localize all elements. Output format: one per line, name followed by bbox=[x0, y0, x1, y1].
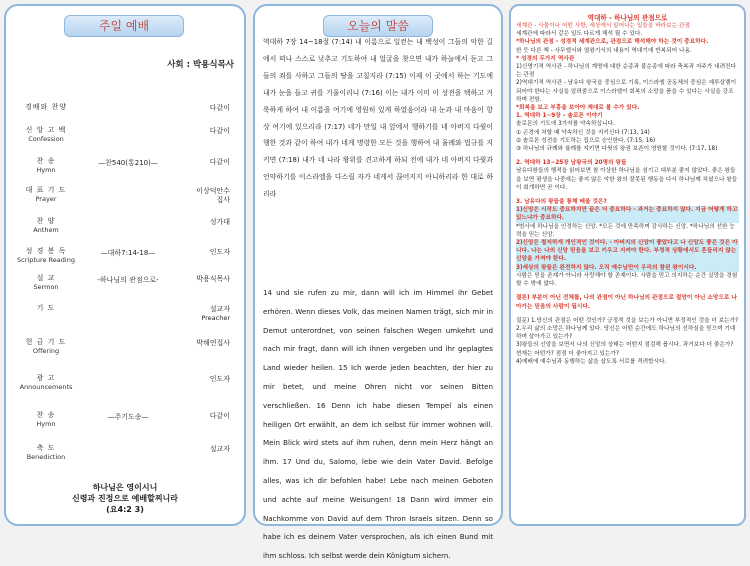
order-item-leader bbox=[196, 339, 230, 348]
order-item-leader bbox=[210, 218, 230, 227]
note-line: 2)역대기적 역사관 - 남유다 왕국을 중심으로 기록, 이스라엘 공동체의 중심은 예루살렘이 되어야 한다는 사실을 알려줌으로 이스라엘이 회복의 소망을 품을 수 있다는 사실을 강조하며 전함. bbox=[516, 80, 737, 103]
footer-line: 하나님은 영이시니 bbox=[92, 483, 158, 492]
order-item-leader bbox=[210, 127, 230, 136]
note-line: 2.우리 삶의 소망은 하나님께 있다. 당신은 어떤 순간에도 하나님의 선하심을 믿으며 기대하며 살아가고 있는가? bbox=[516, 325, 736, 341]
note-line: 1. 역대하 1~9장 – 솔로몬 이야기 bbox=[516, 113, 603, 120]
order-item-title bbox=[12, 186, 80, 204]
leader-name: 다같이 bbox=[209, 127, 230, 135]
order-item-title bbox=[12, 126, 80, 144]
order-item-english: Confession bbox=[28, 135, 64, 143]
note-line: 솔로몬의 기도에 3가지를 약속하십니다. bbox=[516, 121, 615, 128]
footer-line: 신령과 진정으로 예배할찌니라 bbox=[71, 494, 179, 503]
scripture-banner: 오늘의 말씀 bbox=[323, 15, 433, 37]
note-line: 3)세상의 왕들은 완전하지 않다. 오직 예수님만이 우리의 참된 왕이시다. bbox=[516, 264, 739, 272]
order-item-title bbox=[12, 274, 80, 292]
order-item-english: Sermon bbox=[33, 283, 59, 291]
order-item-leader bbox=[210, 158, 230, 167]
order-item-korean: 찬 양 bbox=[36, 217, 56, 225]
order-item-leader bbox=[196, 275, 230, 284]
worship-banner: 주일 예배 bbox=[64, 15, 184, 37]
order-item-detail: -하나님의 관점으로- bbox=[97, 276, 159, 284]
leader-name: 인도자 bbox=[209, 248, 230, 256]
order-item-english: Scripture Reading bbox=[17, 256, 75, 264]
order-item-title bbox=[12, 157, 80, 175]
order-item-english: Hymn bbox=[36, 420, 56, 428]
note-line: 3)왕들의 신앙을 보면서 나의 신앙의 상태는 어떤지 점검해 봅시다. 과거보다 더 좋은가? 현재는 어떤가? 점점 더 좋아지고 있는가? bbox=[516, 342, 734, 357]
note-line: *하나님의 관점 - 성경적 세계관으로, 관점으로 해석해야 하는 것이 중요하다. bbox=[516, 39, 709, 46]
note-line: ② 솔로몬 성전을 기도하는 집으로 승인한다. (7:15, 16) bbox=[516, 137, 656, 144]
note-line: 1)신명기적 역사관 - 하나님의 계명에 대한 순종과 불순종에 따라 축복과 저주가 내려진다는 관점 bbox=[516, 64, 737, 79]
order-item-english: Announcements bbox=[19, 383, 73, 391]
order-item-korean: 광 고 bbox=[36, 374, 56, 382]
leader-name: 다같이 bbox=[209, 158, 230, 166]
order-item-leader bbox=[196, 187, 230, 205]
order-item-detail: —찬540(통210)— bbox=[98, 159, 158, 167]
worship-order-panel bbox=[4, 4, 246, 526]
note-line: *범사에 하나님을 인정하는 신앙. *모든 것에 만족하며 감사하는 신앙. *하나님의 선한 능력을 믿는 신앙. bbox=[516, 223, 735, 238]
order-item-korean: 찬 송 bbox=[36, 411, 56, 419]
order-item-detail: —주기도송— bbox=[107, 413, 149, 421]
leader-name: 다같이 bbox=[209, 412, 230, 420]
leader-name: Preacher bbox=[201, 314, 230, 322]
scripture-korean: 역대하 7장 14~18절 (7:14) 내 이름으로 일컫는 내 백성이 그들의 악한 길에서 떠나 스스로 낮추고 기도하여 내 얼굴을 찾으면 내가 하늘에서 듣고 그들의 죄를 사하고 그들의 땅을 고칠지라 (7:15) 이제 이 곳에서 하는 기도에 내가 눈을 들고 귀를 기울이리니 (7:16) 이는 내가 이미 이 성전을 택하고 거룩하게 하여 내 이름을 여기에 영원히 있게 하였음이라 내 눈과 내 마음이 항상 여기에 있으리라 (7:17) 네가 만일 내 앞에서 행하기를 네 아버지 다윗이 행한 것과 같이 하여 내가 네게 명령한 모든 것을 행하여 내 율례와 법규를 지키면 (7:18) 내가 네 나라 왕위를 견고하게 하되 전에 내가 네 아버지 다윗과 언약하기를 이스라엘을 다스릴 자가 네게서 끊어지지 아니하리라 한 대로 하리라 bbox=[263, 38, 493, 199]
presider-label: 사회 : 박용식목사 bbox=[167, 60, 234, 70]
note-line: 1)신앙은 시작도 중요하지만 끝은 더 중요하다 - 과거는 중요하지 않다. 지금 어떻게 하고 있느냐가 중요하다. bbox=[516, 207, 738, 222]
order-item-korean: 축 도 bbox=[36, 444, 56, 452]
note-line: 남유다왕들의 행적을 읽어보면 참 이상한 하나님을 섬기고 대부분 좋지 않았다. 좋은 왕들을 보면 평생을 나중에는 좋지 않은 악한 왕의 잘못된 행동을 다시 하나님께 치셨으나 왕들이 회개하면 곧 이다. bbox=[516, 168, 738, 191]
order-item-title bbox=[12, 304, 80, 313]
order-item-title bbox=[12, 217, 80, 235]
leader-name: 다같이 bbox=[209, 104, 230, 112]
order-item-title bbox=[12, 338, 80, 356]
order-item-korean: 성 경 봉 독 bbox=[25, 247, 67, 255]
note-line: 2. 역대하 13~25장 남왕국의 20명의 왕들 bbox=[516, 160, 627, 167]
order-item-leader bbox=[210, 248, 230, 257]
footer-verse bbox=[6, 482, 244, 515]
note-line: 4)예배에 예수님과 동행하는 삶을 살도록 서로를 격려합시다. bbox=[516, 358, 667, 365]
note-line: 2)신앙은 철저하게 개인적인 것이다. - 아버지의 신앙이 좋았다고 나 신앙도 좋은 것은 아니다. 나는 나의 신앙 믿음을 보고 키우고 지켜야 한다. 부정적 상황에서도 흔들리지 않는 신앙을 가져야 한다. bbox=[516, 240, 738, 263]
order-item-title bbox=[12, 374, 80, 392]
leader-name: 박용식목사 bbox=[196, 275, 230, 283]
order-item-korean: 신 앙 고 백 bbox=[25, 126, 67, 134]
note-line: 세계관 - 사물이나 어떤 사항, 세상에서 일어나는 일들을 바라보는 관점 bbox=[516, 23, 690, 29]
note-line: ③ 하나님의 규례와 율례를 지키면 다윗의 왕권 보존이 영원할 것이다. (7:17, 18) bbox=[516, 146, 718, 153]
note-line: ① 곤경에 처할 때 약속하신 것을 지키신다 (7:13, 14) bbox=[516, 129, 650, 136]
order-item-english: Offering bbox=[32, 347, 60, 355]
order-item-korean: 경배와 찬양 bbox=[24, 103, 68, 111]
order-item-korean: 대 표 기 도 bbox=[25, 186, 67, 194]
note-line: *회복을 보고 부흥을 보아야 제대로 볼 수가 있다. bbox=[516, 105, 640, 112]
order-item-english: Hymn bbox=[36, 166, 56, 174]
leader-name: 성가대 bbox=[209, 218, 230, 226]
notes-body bbox=[516, 22, 739, 366]
order-item-leader bbox=[201, 305, 230, 323]
leader-name: 설교자 bbox=[209, 445, 230, 453]
note-line: 한 듯 다른 책 - 사무엘서와 열왕기서의 내용이 역대기에 반복되어 나옴. bbox=[516, 47, 692, 54]
order-item-title bbox=[12, 247, 80, 265]
note-line: * 성경의 두가지 역사관 bbox=[516, 55, 575, 62]
leader-name: 이상덕안수 bbox=[196, 187, 230, 195]
order-item-korean: 설 교 bbox=[36, 274, 56, 282]
note-line: 사람은 믿을 존재가 아니라 사랑해야 할 존재이다. 사람을 믿고 의지하는 순간 실망을 경험할 수 밖에 없다. bbox=[516, 272, 738, 288]
order-item-english: Prayer bbox=[35, 195, 57, 203]
leader-name: 박해연집사 bbox=[196, 339, 230, 347]
order-item-leader bbox=[210, 104, 230, 113]
order-item-korean: 헌 금 기 도 bbox=[25, 338, 67, 346]
order-item-detail: —대하7:14-18— bbox=[100, 249, 156, 257]
order-item-korean: 찬 송 bbox=[36, 157, 56, 165]
scripture-panel bbox=[253, 4, 503, 561]
order-item-korean: 기 도 bbox=[36, 304, 56, 312]
order-item-title bbox=[12, 411, 80, 429]
order-item-english: Anthem bbox=[33, 226, 59, 234]
order-item-english: Benediction bbox=[26, 453, 66, 461]
note-line: 질문) 1.당신의 관점은 어떤 것인가? 긍정적 것을 보는가 아니면 부정적인 것을 더 보는가? bbox=[516, 317, 739, 324]
note-line: 3. 남유다의 왕들을 통해 배울 것은? bbox=[516, 199, 607, 206]
order-item-title bbox=[12, 103, 80, 112]
note-line: 결론) 부분이 아닌 전체를, 나의 관점이 아닌 하나님의 관점으로 절망이 아닌 소망으로 나아가는 믿음의 사람이 됩시다. bbox=[516, 295, 737, 310]
leader-name: 설교자 bbox=[209, 305, 230, 313]
scripture-german: 14 und sie rufen zu mir, dann will ich im Himmel ihr Gebet erhören. Wenn dieses Volk, das meinen Namen trägt, sich mir in Demut unterordnet, von seinen falschen Wegen umkehrt und nach mir fragt, dann will ich ihnen vergeben und ihr geplagtes Land wieder heilen. 15 Ich werde jeden beachten, der hier zu mir betet, und meine Ohren nicht vor seinen Bitten verschließen. 16 Denn ich habe diesen Tempel als einen heiligen Ort erwählt, an dem ich selbst für immer wohnen will. Mein Blick wird stets auf ihm ruhen, denn mein Herz hängt an ihm. 17 Und du, Salomo, lebe wie dein Vater David. Befolge alles, was ich dir befohlen habe! Lebe nach meinen Geboten und achte auf meine Weisungen! 18 Dann wird immer ein Nachkomme von David auf dem Thron Israels sitzen. Denn so habe ich es deinem Vater versprochen, als ich einen Bund mit ihm schloss. Ich selbst werde dein Königtum sichern. bbox=[263, 288, 493, 561]
sermon-notes-panel bbox=[509, 4, 746, 526]
leader-name: 인도자 bbox=[209, 375, 230, 383]
notes-heading: 역대하 - 하나님의 관점으로 bbox=[587, 14, 668, 22]
order-item-leader bbox=[210, 412, 230, 421]
leader-name: 집사 bbox=[216, 196, 230, 204]
note-line: 세계관에 따라서 같은 일도 다르게 해석 될 수 있다. bbox=[516, 31, 643, 38]
footer-line: (요4:2 3) bbox=[106, 505, 144, 514]
order-item-leader bbox=[210, 445, 230, 454]
order-item-leader bbox=[210, 375, 230, 384]
order-item-title bbox=[12, 444, 80, 462]
